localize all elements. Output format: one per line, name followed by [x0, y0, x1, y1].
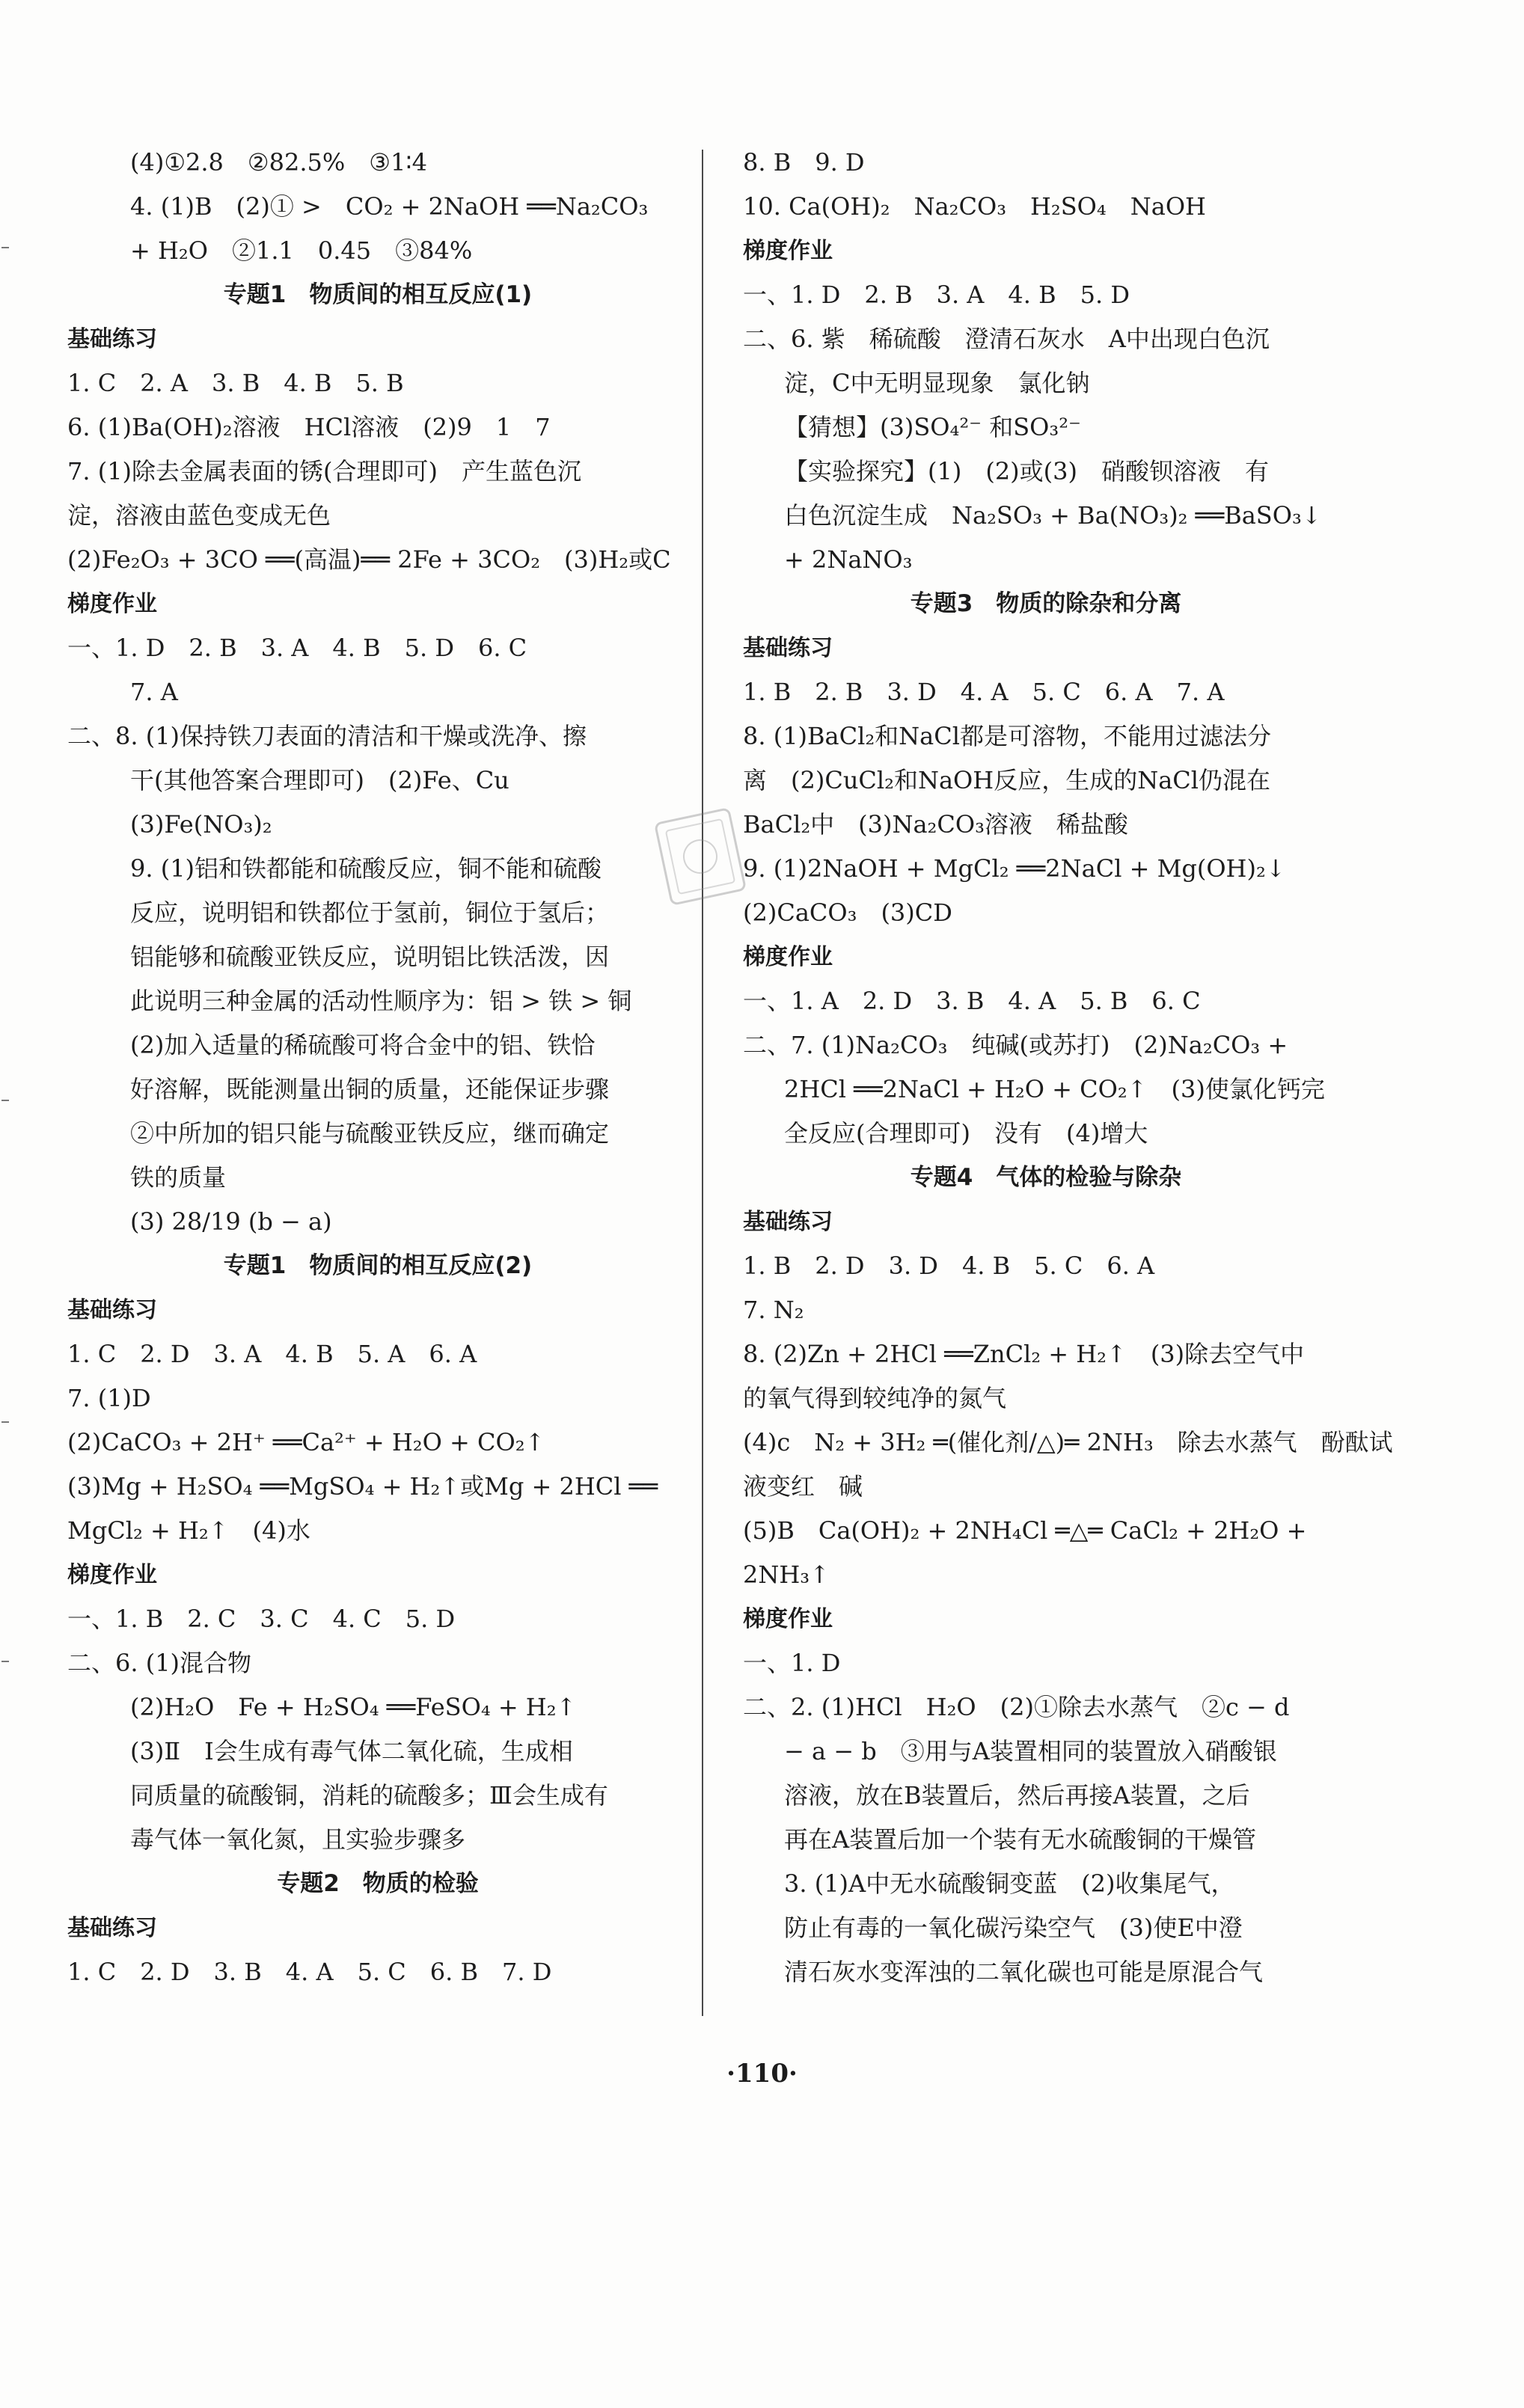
section-title: 专题3 物质的除杂和分离 — [910, 590, 1182, 617]
answer-line: 淀，溶液由蓝色变成无色 — [67, 501, 331, 530]
answer-line: 3. (1)A中无水硫酸铜变蓝 (2)收集尾气， — [784, 1869, 1235, 1898]
answer-line: (3)Mg + H₂SO₄ ══MgSO₄ + H₂↑或Mg + 2HCl ══ — [67, 1472, 658, 1501]
answer-line: 二、6. 紫 稀硫酸 澄清石灰水 A中出现白色沉 — [743, 325, 1270, 353]
margin-mark — [1, 1100, 9, 1101]
answer-line: 1. B 2. B 3. D 4. A 5. C 6. A 7. A — [743, 678, 1225, 706]
page-number: ·110· — [726, 2059, 798, 2089]
answer-line: (2)H₂O Fe + H₂SO₄ ══FeSO₄ + H₂↑ — [130, 1693, 577, 1721]
answer-line: (3)Fe(NO₃)₂ — [130, 810, 272, 839]
answer-line: (4)①2.8 ②82.5% ③1∶4 — [130, 148, 427, 177]
answer-line: 溶液，放在B装置后，然后再接A装置，之后 — [784, 1781, 1250, 1810]
answer-line: + H₂O ②1.1 0.45 ③84% — [130, 236, 473, 265]
answer-line: 同质量的硫酸铜，消耗的硫酸多；Ⅲ会生成有 — [130, 1781, 608, 1810]
answer-line: 一、1. D 2. B 3. A 4. B 5. D — [743, 281, 1130, 309]
column-divider — [702, 150, 703, 2016]
answer-line: 液变红 碱 — [743, 1472, 863, 1501]
answer-line: 好溶解，既能测量出铜的质量，还能保证步骤 — [130, 1075, 610, 1103]
answer-line: 反应，说明铝和铁都位于氢前，铜位于氢后； — [130, 898, 610, 927]
answer-line: (3)Ⅱ Ⅰ会生成有毒气体二氧化硫，生成相 — [130, 1737, 573, 1765]
answer-line: 铝能够和硫酸亚铁反应，说明铝比铁活泼，因 — [130, 943, 610, 971]
answer-line: 1. C 2. D 3. B 4. A 5. C 6. B 7. D — [67, 1958, 552, 1986]
answer-line: 1. B 2. D 3. D 4. B 5. C 6. A — [743, 1252, 1155, 1280]
answer-line: 二、6. (1)混合物 — [67, 1649, 252, 1677]
subsection-heading: 梯度作业 — [743, 944, 833, 970]
answer-line: 7. A — [130, 678, 178, 706]
section-title: 专题4 气体的检验与除杂 — [910, 1164, 1182, 1191]
answer-line: 一、1. A 2. D 3. B 4. A 5. B 6. C — [743, 987, 1201, 1015]
subsection-heading: 基础练习 — [743, 1209, 833, 1235]
answer-line: 一、1. D 2. B 3. A 4. B 5. D 6. C — [67, 634, 527, 662]
answer-line: 6. (1)Ba(OH)₂溶液 HCl溶液 (2)9 1 7 — [67, 413, 551, 441]
answer-line: 白色沉淀生成 Na₂SO₃ + Ba(NO₃)₂ ══BaSO₃↓ — [784, 501, 1322, 530]
answer-line: 1. C 2. A 3. B 4. B 5. B — [67, 369, 404, 397]
answer-line: 8. B 9. D — [743, 148, 865, 177]
answer-line: 一、1. D — [743, 1649, 841, 1677]
answer-line: 一、1. B 2. C 3. C 4. C 5. D — [67, 1605, 456, 1633]
answer-line: 此说明三种金属的活动性顺序为：铝 > 铁 > 铜 — [130, 987, 632, 1015]
answer-line: 4. (1)B (2)① > CO₂ + 2NaOH ══Na₂CO₃ — [130, 192, 649, 221]
answer-line: 二、8. (1)保持铁刀表面的清洁和干燥或洗净、擦 — [67, 722, 587, 750]
answer-line: (5)B Ca(OH)₂ + 2NH₄Cl ═△═ CaCl₂ + 2H₂O + — [743, 1516, 1307, 1545]
subsection-heading: 梯度作业 — [67, 591, 157, 617]
subsection-heading: 基础练习 — [67, 326, 157, 352]
answer-line: 的氧气得到较纯净的氮气 — [743, 1384, 1007, 1412]
answer-line: 10. Ca(OH)₂ Na₂CO₃ H₂SO₄ NaOH — [743, 192, 1206, 221]
watermark-stamp-icon — [646, 800, 754, 913]
section-title: 专题1 物质间的相互反应(1) — [223, 281, 533, 308]
answer-line: 8. (2)Zn + 2HCl ══ZnCl₂ + H₂↑ (3)除去空气中 — [743, 1340, 1305, 1368]
right-column — [743, 141, 1393, 1994]
subsection-heading: 基础练习 — [67, 1297, 157, 1323]
answer-line: 全反应(合理即可) 没有 (4)增大 — [784, 1119, 1148, 1148]
answer-line: (2)Fe₂O₃ + 3CO ══(高温)══ 2Fe + 3CO₂ (3)H₂或C — [67, 545, 671, 574]
margin-mark — [1, 1661, 9, 1662]
answer-line: MgCl₂ + H₂↑ (4)水 — [67, 1516, 310, 1545]
answer-line: ②中所加的铝只能与硫酸亚铁反应，继而确定 — [130, 1119, 610, 1148]
answer-line: 二、2. (1)HCl H₂O (2)①除去水蒸气 ②c − d — [743, 1693, 1290, 1721]
answer-line: 7. (1)D — [67, 1384, 151, 1412]
answer-line: 7. (1)除去金属表面的锈(合理即可) 产生蓝色沉 — [67, 457, 582, 485]
subsection-heading: 梯度作业 — [743, 238, 833, 264]
answer-line: 二、7. (1)Na₂CO₃ 纯碱(或苏打) (2)Na₂CO₃ + — [743, 1031, 1288, 1059]
answer-line: 毒气体一氧化氮，且实验步骤多 — [130, 1825, 466, 1854]
answer-line: (3) 28/19 (b − a) — [130, 1207, 332, 1236]
answer-line: 8. (1)BaCl₂和NaCl都是可溶物，不能用过滤法分 — [743, 722, 1271, 750]
answer-line: 【实验探究】(1) (2)或(3) 硝酸钡溶液 有 — [784, 457, 1269, 485]
subsection-heading: 基础练习 — [67, 1915, 157, 1941]
section-title: 专题1 物质间的相互反应(2) — [223, 1252, 533, 1279]
answer-line: 防止有毒的一氧化碳污染空气 (3)使E中澄 — [784, 1914, 1243, 1942]
subsection-heading: 梯度作业 — [743, 1606, 833, 1632]
answer-line: 7. N₂ — [743, 1296, 804, 1324]
answer-line: (2)CaCO₃ + 2H⁺ ══Ca²⁺ + H₂O + CO₂↑ — [67, 1428, 545, 1456]
answer-line: 9. (1)2NaOH + MgCl₂ ══2NaCl + Mg(OH)₂↓ — [743, 854, 1286, 883]
answer-line: 干(其他答案合理即可) (2)Fe、Cu — [130, 766, 509, 794]
answer-line: 2NH₃↑ — [743, 1560, 830, 1589]
margin-mark — [1, 1421, 9, 1423]
answer-line: − a − b ③用与A装置相同的装置放入硝酸银 — [784, 1737, 1277, 1765]
answer-line: (4)c N₂ + 3H₂ ═(催化剂/△)═ 2NH₃ 除去水蒸气 酚酞试 — [743, 1428, 1393, 1456]
answer-line: 9. (1)铝和铁都能和硫酸反应，铜不能和硫酸 — [130, 854, 602, 883]
answer-line: 【猜想】(3)SO₄²⁻ 和SO₃²⁻ — [784, 413, 1081, 441]
answer-line: (2)CaCO₃ (3)CD — [743, 898, 952, 927]
answer-line: + 2NaNO₃ — [784, 545, 913, 574]
answer-line: 1. C 2. D 3. A 4. B 5. A 6. A — [67, 1340, 477, 1368]
subsection-heading: 基础练习 — [743, 635, 833, 661]
answer-line: 清石灰水变浑浊的二氧化碳也可能是原混合气 — [784, 1958, 1264, 1986]
answer-line: 淀，C中无明显现象 氯化钠 — [784, 369, 1090, 397]
answer-line: 离 (2)CuCl₂和NaOH反应，生成的NaCl仍混在 — [743, 766, 1270, 794]
answer-line: (2)加入适量的稀硫酸可将合金中的铝、铁恰 — [130, 1031, 596, 1059]
answer-line: BaCl₂中 (3)Na₂CO₃溶液 稀盐酸 — [743, 810, 1128, 839]
subsection-heading: 梯度作业 — [67, 1562, 157, 1588]
margin-mark — [1, 247, 9, 248]
left-column — [67, 141, 688, 1994]
answer-line: 2HCl ══2NaCl + H₂O + CO₂↑ (3)使氯化钙完 — [784, 1075, 1325, 1103]
section-title: 专题2 物质的检验 — [277, 1870, 479, 1897]
answer-line: 再在A装置后加一个装有无水硫酸铜的干燥管 — [784, 1825, 1257, 1854]
answer-line: 铁的质量 — [130, 1163, 227, 1192]
